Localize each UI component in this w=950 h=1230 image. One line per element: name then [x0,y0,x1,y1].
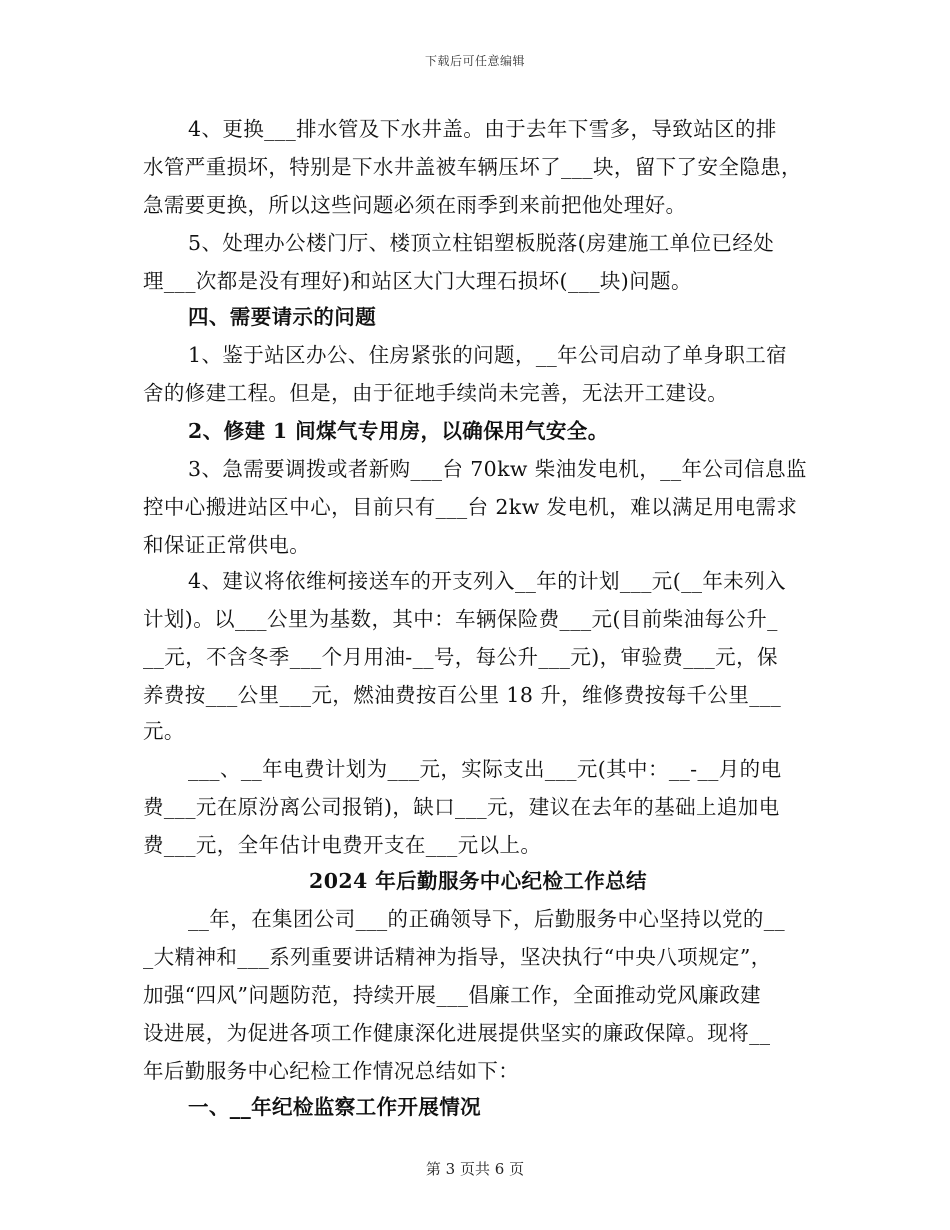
paragraph-line: 控中心搬进站区中心，目前只有___台 2kw 发电机，难以满足用电需求 [143,495,798,519]
paragraph-line: 1、鉴于站区办公、住房紧张的问题，__年公司启动了单身职工宿 [188,343,788,367]
paragraph-line: 元。 [143,719,185,743]
paragraph-line: 理___次都是没有理好)和站区大门大理石损坏(___块)问题。 [143,269,692,293]
paragraph-line: 5、处理办公楼门厅、楼顶立柱铝塑板脱落(房建施工单位已经处 [188,231,775,255]
paragraph-line: 设进展，为促进各项工作健康深化进展提供坚实的廉政保障。现将__ [143,1021,771,1045]
paragraph-line: __元，不含冬季___个月用油-__号，每公升___元)，审验费___元，保 [143,645,778,669]
paragraph-line: 费___元在原汾离公司报销)，缺口___元，建议在去年的基础上追加电 [143,795,780,819]
paragraph-line: __年，在集团公司___的正确领导下，后勤服务中心坚持以党的__ [188,907,786,931]
paragraph-line: 和保证正常供电。 [143,533,311,557]
paragraph-line: _大精神和___系列重要讲话精神为指导，坚决执行“中央八项规定”， [143,945,772,969]
page-footer: 第 3 页共 6 页 [425,1160,525,1178]
paragraph-line: ___、__年电费计划为___元，实际支出___元(其中：__-__月的电 [188,757,782,781]
paragraph-line: 计划)。以___公里为基数，其中：车辆保险费___元(目前柴油每公升_ [143,607,778,631]
document-title: 2024 年后勤服务中心纪检工作总结 [309,869,647,893]
paragraph-line: 费___元，全年估计电费开支在___元以上。 [143,833,542,857]
bold-item: 2、修建 1 间煤气专用房，以确保用气安全。 [188,419,609,443]
paragraph-line: 急需要更换，所以这些问题必须在雨季到来前把他处理好。 [143,193,687,217]
section-heading: 四、需要请示的问题 [188,305,377,329]
paragraph-line: 养费按___公里___元，燃油费按百公里 18 升，维修费按每千公里___ [143,683,782,707]
paragraph-line: 4、建议将依维柯接送车的开支列入__年的计划___元(__年未列入 [188,569,786,593]
paragraph-line: 4、更换___排水管及下水井盖。由于去年下雪多，导致站区的排 [188,117,777,141]
paragraph-line: 水管严重损坏，特别是下水井盖被车辆压坏了___块，留下了安全隐患， [143,155,802,179]
page-header: 下载后可任意编辑 [424,54,525,68]
paragraph-line: 加强“四风”问题防范，持续开展___倡廉工作，全面推动党风廉政建 [143,983,762,1007]
paragraph-line: 3、急需要调拨或者新购___台 70kw 柴油发电机，__年公司信息监 [188,457,807,481]
paragraph-line: 年后勤服务中心纪检工作情况总结如下： [143,1059,520,1083]
paragraph-line: 舍的修建工程。但是，由于征地手续尚未完善，无法开工建设。 [143,381,729,405]
section-heading: 一、__年纪检监察工作开展情况 [188,1095,481,1119]
